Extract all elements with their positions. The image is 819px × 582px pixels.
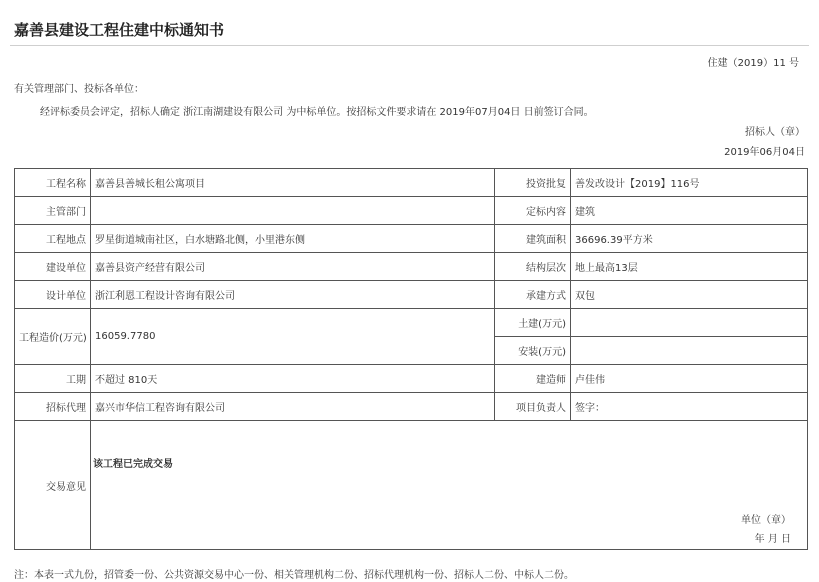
investment-approval-value: 善发改设计【2019】116号 (571, 169, 808, 197)
investment-approval-label: 投资批复 (495, 169, 571, 197)
contract-mode-value: 双包 (571, 281, 808, 309)
opinion-cell (91, 421, 808, 550)
duration-value: 不超过 810天 (91, 365, 495, 393)
structure-value: 地上最高13层 (571, 253, 808, 281)
authority-value (91, 197, 495, 225)
recipients-line: 有关管理部门、投标各单位： (14, 84, 144, 95)
table-row (15, 421, 808, 550)
contract-mode-label: 承建方式 (495, 281, 571, 309)
floor-area-value: 36696.39平方米 (571, 225, 808, 253)
table-row (15, 225, 808, 253)
document-number: 住建（2019）11 号 (707, 58, 799, 69)
project-lead-label: 项目负责人 (495, 393, 571, 421)
table-row (15, 393, 808, 421)
designer-label: 设计单位 (15, 281, 91, 309)
issue-date: 2019年06月04日 (724, 147, 805, 158)
install-label: 安装(万元) (495, 337, 571, 365)
cost-value: 16059.7780 (91, 309, 495, 365)
project-name-label: 工程名称 (15, 169, 91, 197)
table-row (15, 253, 808, 281)
seal-date: 年 月 日 (754, 534, 791, 545)
location-value: 罗星街道城南社区，白水塘路北侧，小里港东侧 (91, 225, 495, 253)
install-value (571, 337, 808, 365)
bid-scope-label: 定标内容 (495, 197, 571, 225)
agent-value: 嘉兴市华信工程咨询有限公司 (91, 393, 495, 421)
title-divider (10, 45, 809, 46)
floor-area-label: 建筑面积 (495, 225, 571, 253)
page-title: 嘉善县建设工程住建中标通知书 (14, 21, 225, 39)
duration-label: 工期 (15, 365, 91, 393)
table-row (15, 197, 808, 225)
location-label: 工程地点 (15, 225, 91, 253)
developer-label: 建设单位 (15, 253, 91, 281)
structure-label: 结构层次 (495, 253, 571, 281)
authority-label: 主管部门 (15, 197, 91, 225)
table-row (15, 281, 808, 309)
designer-value: 浙江利恩工程设计咨询有限公司 (91, 281, 495, 309)
bid-scope-value: 建筑 (571, 197, 808, 225)
developer-value: 嘉善县资产经营有限公司 (91, 253, 495, 281)
project-lead-value: 签字： (571, 393, 808, 421)
constructor-value: 卢佳伟 (571, 365, 808, 393)
seal-unit: 单位（章） (741, 515, 791, 526)
civil-value (571, 309, 808, 337)
table-row (15, 169, 808, 197)
agent-label: 招标代理 (15, 393, 91, 421)
table-row (15, 365, 808, 393)
constructor-label: 建造师 (495, 365, 571, 393)
notice-body: 经评标委员会评定，招标人确定 浙江南湖建设有限公司 为中标单位。按招标文件要求请在 2019年07月04日 日前签订合同。 (40, 107, 594, 118)
project-name-value: 嘉善县善城长租公寓项目 (91, 169, 495, 197)
footnote: 注：本表一式九份，招管委一份、公共资源交易中心一份、相关管理机构二份、招标代理机构一份、招标人二份、中标人二份。 (14, 570, 574, 581)
opinion-text: 该工程已完成交易 (93, 459, 173, 470)
cost-label: 工程造价(万元) (15, 309, 91, 365)
issuer-seal: 招标人（章） (745, 127, 805, 138)
table-row (15, 309, 808, 337)
opinion-label: 交易意见 (15, 421, 91, 550)
civil-label: 土建(万元) (495, 309, 571, 337)
bid-info-table (14, 168, 808, 550)
